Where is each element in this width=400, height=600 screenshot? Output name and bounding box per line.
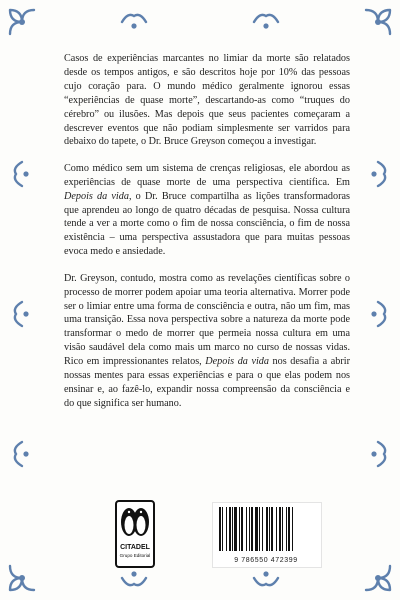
barcode-bar bbox=[282, 507, 283, 551]
barcode-bar bbox=[288, 507, 290, 551]
barcode-bar bbox=[269, 507, 270, 551]
barcode-bar bbox=[251, 507, 253, 551]
barcode-bar bbox=[292, 507, 293, 551]
barcode-bar bbox=[286, 507, 287, 551]
barcode-bar bbox=[266, 507, 268, 551]
book-title: Depois da vida bbox=[64, 190, 129, 202]
barcode-bar bbox=[222, 507, 223, 551]
fleur-ornament-icon bbox=[364, 300, 392, 328]
paragraph-text: Casos de experiências marcantes no limiar da morte são relatados desde os tempos antigos, e são descritos hoje por 10% das pessoas cujo coração para. O mundo médico geralmente ignorou essas “experiências de quase morte”, descartando-as como “truques do cérebro” ou ilusões. Mas depois que seus pacientes começaram a descrever eventos que não podiam simplesmente ser varridos para debaixo do tapete, o Dr. Bruce Greyson começou a investigar. bbox=[64, 53, 350, 148]
citadel-penguins-logo-icon bbox=[115, 500, 155, 568]
barcode-bar bbox=[234, 507, 237, 551]
synopsis-paragraph bbox=[64, 52, 350, 149]
fleur-ornament-icon bbox=[8, 160, 36, 188]
barcode-bar bbox=[276, 507, 277, 551]
barcode-bar bbox=[241, 507, 243, 551]
barcode-bar bbox=[271, 507, 273, 551]
barcode-bar bbox=[259, 507, 260, 551]
barcode-bar bbox=[249, 507, 250, 551]
fleur-ornament-icon bbox=[364, 564, 392, 592]
paragraph-text: Como médico sem um sistema de crenças religiosas, ele abordou as experiências de quase morte de uma perspectiva científica. Em bbox=[64, 162, 350, 188]
paragraph-text: nos desafia a abrir nossas mentes para essas experiências e para o que elas podem nos ensinar e, ao fazê-lo, expandir nossa compreensão da consciência e do que significa ser humano. bbox=[64, 356, 350, 409]
back-cover-synopsis bbox=[64, 52, 350, 423]
publisher-name: CITADEL bbox=[120, 544, 150, 551]
fleur-ornament-icon bbox=[8, 440, 36, 468]
barcode-bar bbox=[219, 507, 221, 551]
barcode-bar bbox=[232, 507, 233, 551]
barcode-bar bbox=[226, 507, 227, 551]
barcode-bar bbox=[246, 507, 247, 551]
barcode-bar bbox=[279, 507, 281, 551]
barcode-bar bbox=[262, 507, 263, 551]
fleur-ornament-icon bbox=[8, 300, 36, 328]
fleur-ornament-icon bbox=[364, 440, 392, 468]
fleur-ornament-icon bbox=[120, 564, 148, 592]
barcode-bar bbox=[239, 507, 240, 551]
fleur-ornament-icon bbox=[364, 160, 392, 188]
barcode-bar bbox=[229, 507, 231, 551]
paragraph-text: Dr. Greyson, contudo, mostra como as revelações científicas sobre o processo de morrer podem apoiar uma teoria alternativa. Morrer pode ser o limiar entre uma forma de consciência e outra, não um fim, mas uma transição. Essa nova perspectiva sobre a natureza da morte pode transformar o medo de morrer que permeia nossa cultura em uma visão saudável dela como mais um marco no curso de nossas vidas. Rico em impressionantes relatos, bbox=[64, 272, 350, 368]
fleur-ornament-icon bbox=[252, 8, 280, 36]
paragraph-text: , o Dr. Bruce compartilha as lições transformadoras que aprendeu ao longo de quatro décadas de pesquisa. Nossa cultura tende a ver a morte como o fim de nossa consciência, o fim de nossa existência – uma perspectiva assustadora que para muitas pessoas evoca medo e ansiedade. bbox=[64, 190, 351, 258]
fleur-ornament-icon bbox=[120, 8, 148, 36]
barcode-bars bbox=[213, 503, 321, 559]
synopsis-paragraph bbox=[64, 272, 350, 411]
publisher-subtitle: Grupo Editorial bbox=[119, 553, 151, 558]
fleur-ornament-icon bbox=[8, 564, 36, 592]
fleur-ornament-icon bbox=[364, 8, 392, 36]
book-title: Depois da vida bbox=[205, 356, 269, 368]
barcode-bar bbox=[255, 507, 258, 551]
fleur-ornament-icon bbox=[8, 8, 36, 36]
synopsis-paragraph bbox=[64, 162, 350, 259]
isbn-number: 9 786550 472399 bbox=[234, 557, 298, 564]
fleur-ornament-icon bbox=[252, 564, 280, 592]
